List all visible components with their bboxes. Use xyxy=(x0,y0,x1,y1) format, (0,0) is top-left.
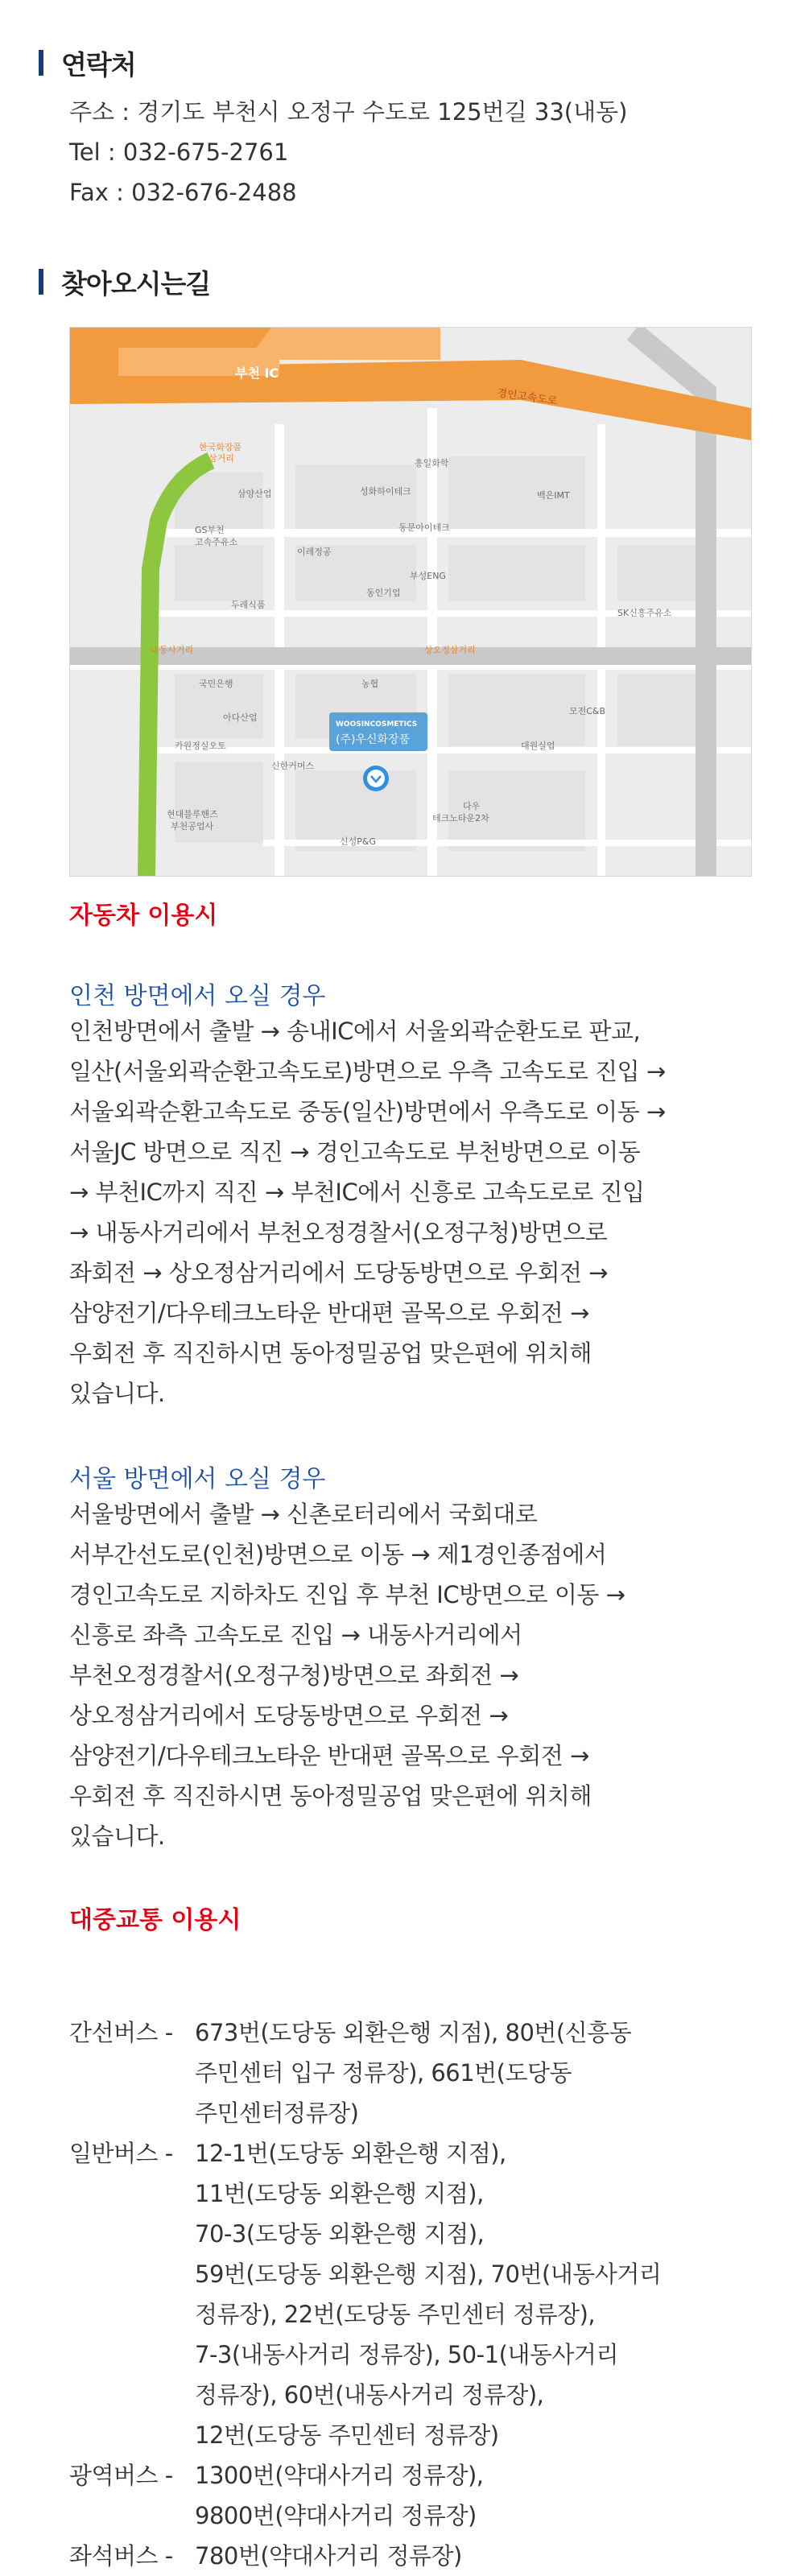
map-label-gosok: 고속주유소 xyxy=(195,537,238,547)
seoul-line: 신흥로 좌측 고속도로 진입 → 내동사거리에서 xyxy=(69,1621,522,1649)
map-label-techno: 테크노타운2차 xyxy=(432,813,489,824)
seoul-line: 상오정삼거리에서 도당동방면으로 우회전 → xyxy=(69,1702,509,1729)
bus-line: 7-3(내동사거리 정류장), 50-1(내동사거리 xyxy=(195,2341,618,2368)
incheon-line: 있습니다. xyxy=(69,1380,165,1407)
bus-type: 좌석버스 - xyxy=(69,2542,173,2570)
bus-row-general xyxy=(69,2133,778,2455)
incheon-line: → 내동사거리에서 부천오정경찰서(오정구청)방면으로 xyxy=(69,1219,608,1246)
bus-lines xyxy=(195,2536,778,2576)
bus-type: 일반버스 - xyxy=(69,2140,173,2167)
contact-title-text: 연락처 xyxy=(61,48,136,80)
location-badge-en: WOOSINCOSMETICS xyxy=(336,720,418,729)
bus-line: 정류장), 60번(내동사거리 정류장), xyxy=(195,2381,544,2409)
seoul-heading: 서울 방면에서 오실 경우 xyxy=(69,1465,326,1493)
map-label-mojeon: 모전C&B xyxy=(569,706,606,716)
map-label-samgeori: 삼거리 xyxy=(208,453,234,464)
bus-line: 주민센터 입구 정류장), 661번(도당동 xyxy=(195,2059,572,2087)
bus-line: 70-3(도당동 외환은행 지점), xyxy=(195,2220,485,2248)
map-label-baekeun: 백은IMT xyxy=(537,490,570,501)
contact-title xyxy=(39,47,136,79)
map-label-sango: 상오정삼거리 xyxy=(424,645,476,655)
map-label-dongin: 동인기업 xyxy=(366,588,401,598)
location-pin-icon xyxy=(363,766,389,791)
contact-address: 주소 : 경기도 부천시 오정구 수도로 125번길 33(내동) xyxy=(69,98,628,126)
map-label-kawon: 카원정실오토 xyxy=(175,741,226,751)
incheon-line: 서울JC 방면으로 직진 → 경인고속도로 부천방면으로 이동 xyxy=(69,1138,641,1166)
map-label-hankook: 한국화장품 xyxy=(199,442,242,452)
seoul-line: 있습니다. xyxy=(69,1823,165,1850)
title-bar xyxy=(39,269,43,295)
map-label-busung: 부성ENG xyxy=(410,571,446,581)
map-label-dau: 다우 xyxy=(463,801,481,811)
map-label-expressway: 경인고속도로 xyxy=(496,387,559,408)
bus-row-seat xyxy=(69,2536,778,2576)
seoul-directions xyxy=(69,1494,778,1856)
seoul-line: 삼양전기/다우테크노타운 반대편 골목으로 우회전 → xyxy=(69,1742,589,1769)
map-label-hyundai: 현대블루핸즈 xyxy=(167,809,218,819)
bus-line: 12-1번(도당동 외환은행 지점), xyxy=(195,2140,506,2167)
bus-row-trunk xyxy=(69,2013,778,2133)
map-label-daewon: 대원실업 xyxy=(521,741,555,751)
map-label-sinseong: 신성P&G xyxy=(340,836,376,847)
directions-title-text: 찾아오시는길 xyxy=(61,267,211,299)
car-title: 자동차 이용시 xyxy=(69,902,218,930)
location-badge-ko: (주)우신화장품 xyxy=(336,733,411,746)
bus-line: 673번(도당동 외환은행 지점), 80번(신흥동 xyxy=(195,2019,632,2046)
map-label-iraejeong: 이레정공 xyxy=(297,547,332,557)
bus-type: 간선버스 - xyxy=(69,2019,173,2046)
map-label-bucheon-ic: 부천 IC xyxy=(235,365,279,381)
incheon-line: 인천방면에서 출발 → 송내IC에서 서울외곽순환도로 판교, xyxy=(69,1018,641,1045)
bus-lines xyxy=(195,2133,778,2455)
bus-line: 12번(도당동 주민센터 정류장) xyxy=(195,2421,499,2449)
bus-line: 정류장), 22번(도당동 주민센터 정류장), xyxy=(195,2301,596,2328)
contact-fax: Fax : 032-676-2488 xyxy=(69,179,297,206)
incheon-line: → 부천IC까지 직진 → 부천IC에서 신흥로 고속도로로 진입 xyxy=(69,1179,645,1206)
bus-list xyxy=(69,2013,778,2576)
incheon-line: 일산(서울외곽순환고속도로)방면으로 우측 고속도로 진입 → xyxy=(69,1058,666,1085)
seoul-line: 부천오정경찰서(오정구청)방면으로 좌회전 → xyxy=(69,1662,519,1689)
incheon-line: 우회전 후 직진하시면 동아정밀공업 맞은편에 위치해 xyxy=(69,1340,592,1367)
seoul-line: 서울방면에서 출발 → 신촌로터리에서 국회대로 xyxy=(69,1501,538,1528)
map-label-durei: 두레식품 xyxy=(231,600,266,610)
map-label-sinhan: 신한커머스 xyxy=(271,761,315,771)
map-label-samyang: 삼양산업 xyxy=(237,489,272,499)
incheon-directions xyxy=(69,1011,778,1414)
map-label-hyundai2: 부천공업사 xyxy=(171,821,214,832)
bus-line: 1300번(약대사거리 정류장), xyxy=(195,2462,484,2489)
bus-line: 780번(약대사거리 정류장) xyxy=(195,2542,462,2570)
map-label-idatan: 아다산업 xyxy=(223,712,258,723)
map-label-dongmoon: 동문아이테크 xyxy=(398,522,450,533)
bus-line: 11번(도당동 외환은행 지점), xyxy=(195,2180,484,2207)
bus-line: 주민센터정류장) xyxy=(195,2099,359,2127)
incheon-line: 좌회전 → 상오정삼거리에서 도당동방면으로 우회전 → xyxy=(69,1259,608,1286)
seoul-line: 우회전 후 직진하시면 동아정밀공업 맞은편에 위치해 xyxy=(69,1782,592,1810)
incheon-heading: 인천 방면에서 오실 경우 xyxy=(69,982,326,1010)
seoul-line: 서부간선도로(인천)방면으로 이동 → 제1경인종점에서 xyxy=(69,1541,607,1568)
bus-type: 광역버스 - xyxy=(69,2462,173,2489)
transit-title: 대중교통 이용시 xyxy=(69,1906,242,1934)
directions-title xyxy=(39,266,210,298)
incheon-line: 삼양전기/다우테크노타운 반대편 골목으로 우회전 → xyxy=(69,1299,589,1327)
map-label-naedong: 내동사거리 xyxy=(151,645,194,655)
map-label-heungil: 흥일화학 xyxy=(415,458,449,469)
contact-tel: Tel : 032-675-2761 xyxy=(69,138,289,166)
location-map[interactable] xyxy=(69,327,752,877)
bus-line: 9800번(약대사거리 정류장) xyxy=(195,2502,477,2529)
seoul-line: 경인고속도로 지하차도 진입 후 부천 IC방면으로 이동 → xyxy=(69,1581,625,1608)
map-label-nonghyup: 농협 xyxy=(361,679,379,689)
bus-lines xyxy=(195,2455,778,2536)
title-bar xyxy=(39,50,43,76)
bus-lines xyxy=(195,2013,778,2133)
bus-line: 59번(도당동 외환은행 지점), 70번(내동사거리 xyxy=(195,2260,662,2288)
map-label-kookmin: 국민은행 xyxy=(199,679,233,689)
map-label-sk: SK신흥주유소 xyxy=(617,608,672,618)
bus-row-express xyxy=(69,2455,778,2536)
incheon-line: 서울외곽순환고속도로 중동(일산)방면에서 우측도로 이동 → xyxy=(69,1098,666,1125)
map-label-gs: GS부천 xyxy=(195,525,225,535)
map-label-sunghwa: 성화하이테크 xyxy=(360,486,411,497)
